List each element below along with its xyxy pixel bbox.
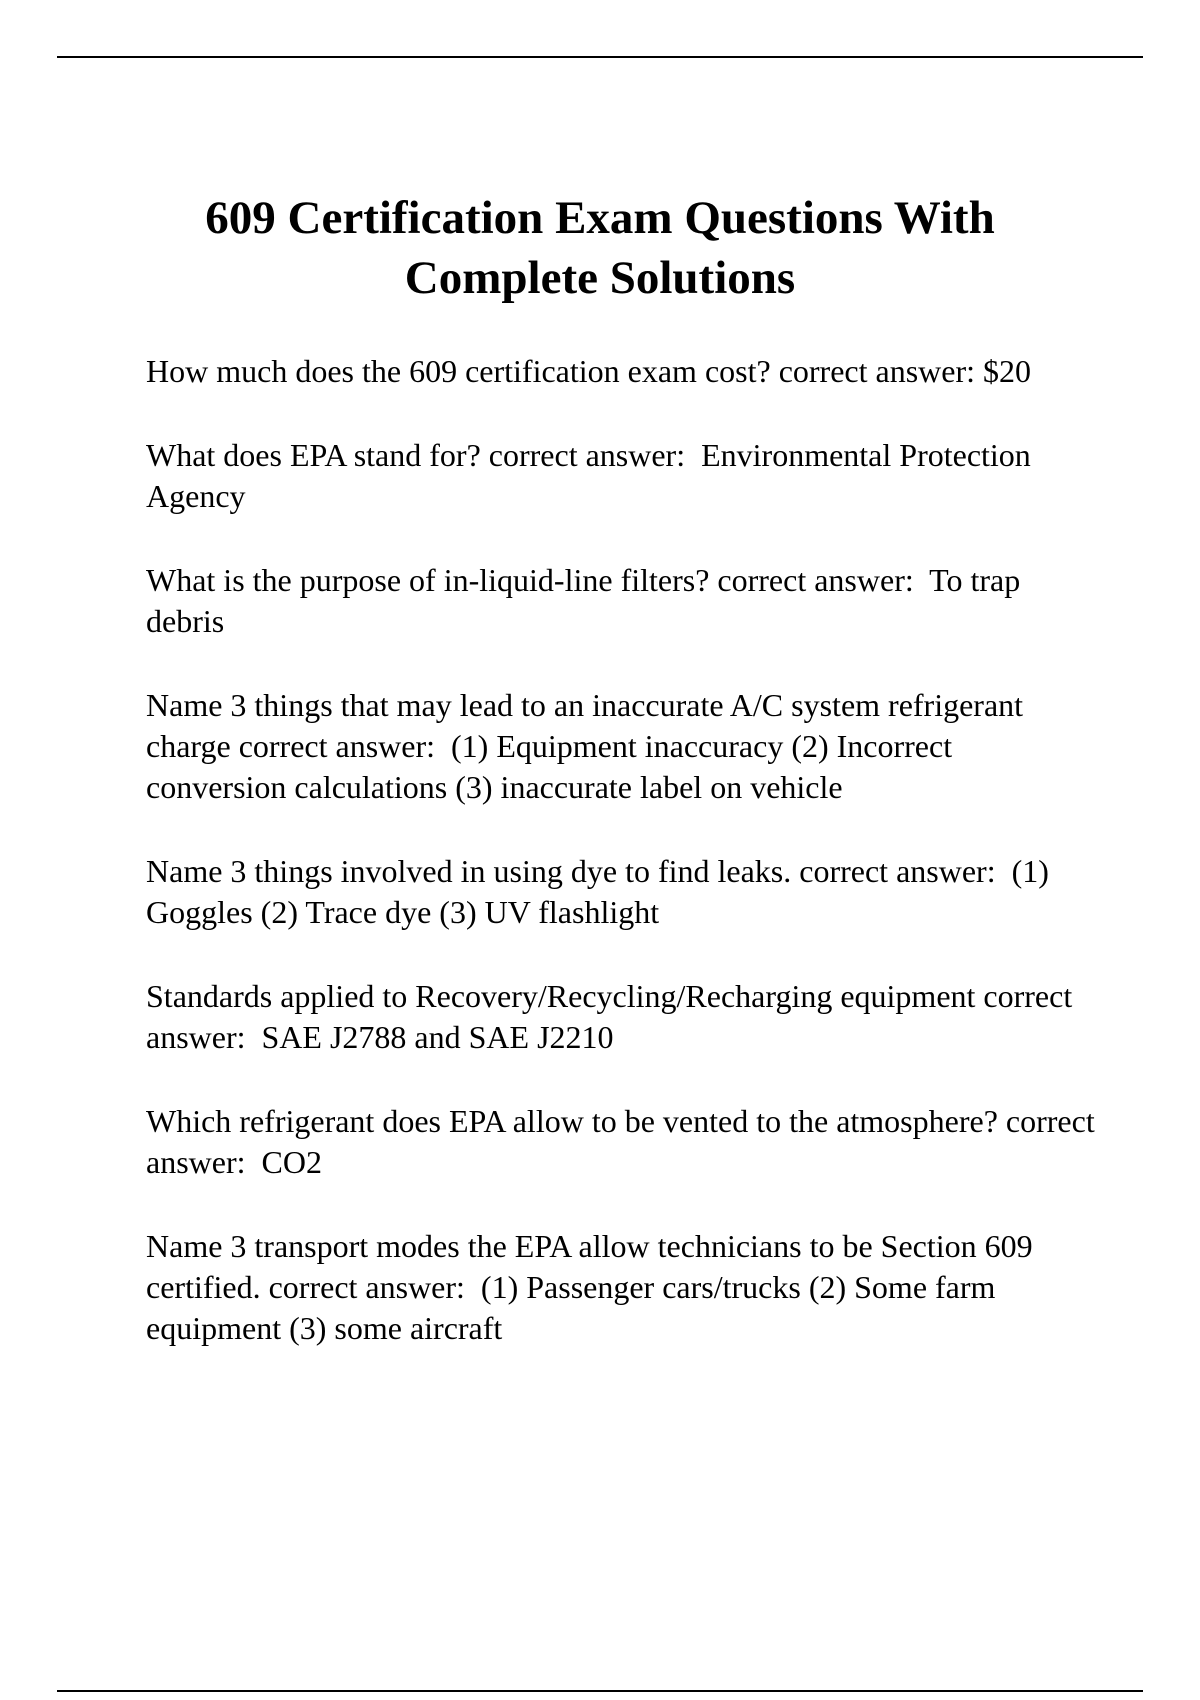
qa-item: [146, 435, 1096, 517]
answer-text: $20: [983, 353, 1032, 389]
qa-item: [146, 1101, 1096, 1183]
answer-text: SAE J2788 and SAE J2210: [261, 1019, 614, 1055]
answer-text: CO2: [261, 1144, 322, 1180]
answer-text: To trap debris: [146, 562, 1021, 639]
title-line-2: Complete Solutions: [404, 252, 796, 304]
answer-label: correct answer:: [146, 978, 1073, 1055]
answer-label: correct answer:: [717, 562, 914, 598]
qa-item: [146, 851, 1096, 933]
question-text: Name 3 transport modes the EPA allow technicians to be Section 609 certified.: [146, 1228, 1033, 1305]
answer-label: correct answer:: [778, 353, 976, 389]
qa-item: [146, 560, 1096, 642]
page-title: [0, 188, 1200, 308]
answer-text: Environmental Protection Agency: [146, 437, 1031, 514]
qa-item: [146, 685, 1096, 808]
top-divider: [57, 56, 1143, 58]
answer-text: (1) Passenger cars/trucks (2) Some farm equipment (3) some aircraft: [146, 1269, 996, 1346]
qa-item: [146, 976, 1096, 1058]
answer-text: (1) Equipment inaccuracy (2) Incorrect conversion calculations (3) inaccurate label on vehicle: [146, 728, 953, 805]
question-text: What does EPA stand for?: [146, 437, 481, 473]
question-text: What is the purpose of in-liquid-line filters?: [146, 562, 710, 598]
answer-label: correct answer:: [268, 1269, 465, 1305]
bottom-divider: [57, 1690, 1143, 1692]
qa-list: [146, 351, 1096, 1392]
question-text: Name 3 things involved in using dye to find leaks.: [146, 853, 792, 889]
qa-item: [146, 1226, 1096, 1349]
qa-item: [146, 351, 1096, 392]
answer-label: correct answer:: [238, 728, 436, 764]
answer-label: correct answer:: [799, 853, 996, 889]
question-text: Standards applied to Recovery/Recycling/Recharging equipment: [146, 978, 976, 1014]
question-text: How much does the 609 certification exam cost?: [146, 353, 771, 389]
answer-label: correct answer:: [146, 1103, 1095, 1180]
title-line-1: 609 Certification Exam Questions With: [205, 192, 995, 244]
answer-text: (1) Goggles (2) Trace dye (3) UV flashlight: [146, 853, 1049, 930]
answer-label: correct answer:: [488, 437, 686, 473]
question-text: Which refrigerant does EPA allow to be vented to the atmosphere?: [146, 1103, 998, 1139]
question-text: Name 3 things that may lead to an inaccurate A/C system refrigerant charge: [146, 687, 1024, 764]
